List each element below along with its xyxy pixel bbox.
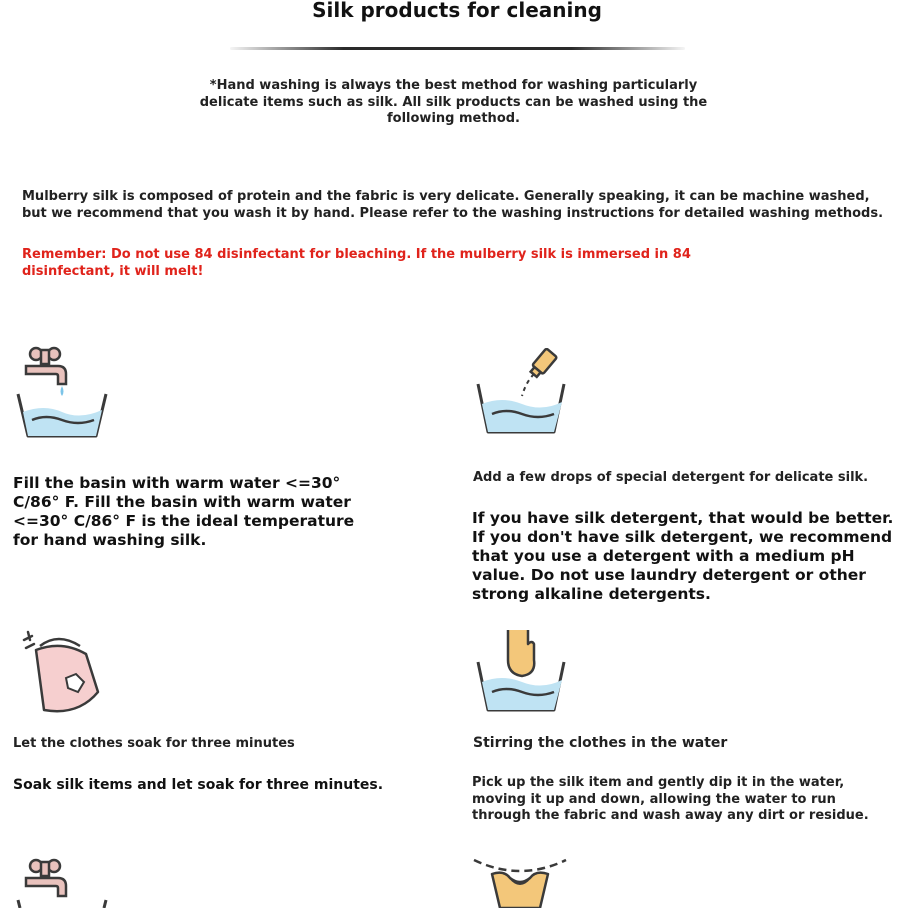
step-3-heading: Let the clothes soak for three minutes: [13, 736, 295, 751]
hand-wash-note: *Hand washing is always the best method for washing particularly delicate items such as silk. All silk products can be washed using the following method.: [199, 78, 708, 126]
intro-paragraph: Mulberry silk is composed of protein and the fabric is very delicate. Generally speaking, it can be machine washed, but we recommend that you wash it by hand. Please refer to the washing instructions for detailed washing methods.: [22, 189, 884, 221]
step-4-body: Pick up the silk item and gently dip it in the water, moving it up and down, allowing the water to run through the fabric and wash away any dirt or residue.: [472, 775, 869, 823]
detergent-bottle-basin-icon: [474, 348, 570, 438]
faucet-basin-icon: [14, 344, 110, 440]
step-4-heading: Stirring the clothes in the water: [473, 735, 728, 751]
step-1-body: Fill the basin with warm water <=30° C/86° F. Fill the basin with warm water <=30° C/86° F is the ideal temperature for hand washing silk.: [13, 474, 355, 549]
soaking-bag-icon: [18, 626, 104, 716]
hanging-garment-icon: [470, 856, 570, 908]
warning-paragraph: Remember: Do not use 84 disinfectant for bleaching. If the mulberry silk is immersed in 84 disinfectant, it will melt!: [22, 247, 691, 279]
hand-stirring-basin-icon: [474, 630, 570, 716]
step-3-body: Soak silk items and let soak for three minutes.: [13, 777, 384, 793]
step-2-heading: Add a few drops of special detergent for delicate silk.: [473, 470, 869, 485]
title-divider: [230, 47, 685, 50]
step-2-body: If you have silk detergent, that would be better. If you don't have silk detergent, we recommend that you use a detergent with a medium pH value. Do not use laundry detergent or other strong alkaline detergents.: [472, 509, 894, 603]
page-title: Silk products for cleaning: [312, 0, 602, 22]
faucet-basin-icon: [14, 856, 110, 908]
